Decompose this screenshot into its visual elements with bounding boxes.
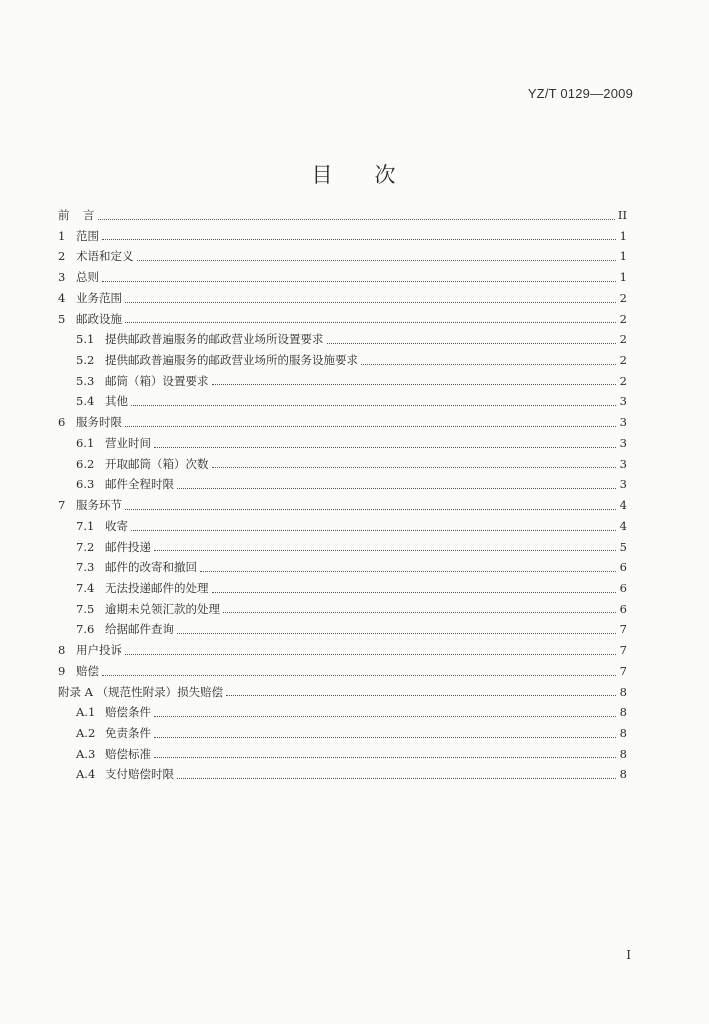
toc-entry-number: 9 [58, 663, 66, 678]
dot-leader [131, 405, 616, 406]
toc-entry-number: 7.2 [76, 539, 95, 554]
dot-leader [327, 343, 617, 344]
toc-entry-number: 7.1 [76, 518, 95, 533]
table-of-contents [58, 205, 627, 785]
toc-entry[interactable] [58, 205, 627, 226]
toc-entry-title: 营业时间 [105, 435, 151, 450]
toc-entry-page: 1 [619, 270, 627, 285]
dot-leader [102, 281, 616, 282]
toc-entry-number: 前 [58, 208, 70, 222]
toc-entry-number: 7.4 [76, 580, 95, 595]
dot-leader [125, 509, 616, 510]
toc-entry[interactable] [58, 495, 627, 516]
toc-entry-title: 提供邮政普遍服务的邮政营业场所设置要求 [105, 332, 324, 347]
dot-leader [154, 716, 616, 717]
dot-leader [137, 260, 617, 261]
toc-entry-number: A.3 [76, 746, 96, 761]
toc-entry-page: 2 [619, 353, 627, 368]
dot-leader [200, 571, 616, 572]
toc-entry[interactable] [58, 537, 627, 558]
toc-entry-title: 免责条件 [105, 725, 151, 740]
toc-entry-number: A.1 [76, 705, 96, 720]
dot-leader [154, 447, 616, 448]
toc-entry-page: 4 [619, 518, 627, 533]
page-title: 目次 [311, 163, 438, 188]
toc-entry[interactable] [58, 267, 627, 288]
dot-leader [125, 302, 616, 303]
dot-leader [212, 467, 617, 468]
toc-entry-title: 赔偿标准 [105, 746, 151, 761]
dot-leader [131, 530, 616, 531]
toc-entry[interactable] [58, 578, 627, 599]
toc-entry-number: 5.3 [76, 373, 95, 388]
toc-entry-page: 6 [619, 560, 627, 575]
dot-leader [98, 219, 615, 220]
toc-entry-page: 7 [619, 643, 627, 658]
toc-entry-title: 邮件全程时限 [105, 477, 174, 492]
dot-leader [212, 384, 617, 385]
toc-entry[interactable] [58, 226, 627, 247]
toc-entry-number: 5.2 [76, 353, 95, 368]
dot-leader [154, 737, 616, 738]
toc-entry[interactable] [58, 557, 627, 578]
dot-leader [154, 757, 616, 758]
toc-entry-number: 1 [58, 228, 66, 243]
toc-entry-number: A.2 [76, 725, 96, 740]
toc-entry[interactable] [58, 619, 627, 640]
toc-entry-page: 8 [619, 767, 627, 782]
toc-entry-page: 8 [619, 746, 627, 761]
dot-leader [177, 778, 616, 779]
toc-entry-number: 2 [58, 249, 66, 264]
toc-entry-title: 业务范围 [76, 290, 122, 305]
toc-entry-number: 3 [58, 270, 66, 285]
toc-entry[interactable] [58, 246, 627, 267]
toc-entry-title: 给据邮件查询 [105, 622, 174, 637]
toc-entry-page: 2 [619, 332, 627, 347]
toc-entry-page: 5 [619, 539, 627, 554]
toc-entry-number: 7 [58, 498, 66, 513]
toc-entry[interactable] [58, 474, 627, 495]
toc-entry[interactable] [58, 599, 627, 620]
toc-entry[interactable] [58, 288, 627, 309]
toc-entry-title: 支付赔偿时限 [105, 767, 174, 782]
toc-entry[interactable] [58, 744, 627, 765]
toc-entry-title: 开取邮筒（箱）次数 [105, 456, 209, 471]
toc-entry-page: 6 [619, 580, 627, 595]
toc-entry-title: 逾期未兑领汇款的处理 [105, 601, 220, 616]
dot-leader [102, 239, 616, 240]
toc-entry-page: 3 [619, 394, 627, 409]
toc-entry-title: 服务环节 [76, 498, 122, 513]
toc-entry-page: 3 [619, 456, 627, 471]
toc-entry-title: 术语和定义 [76, 249, 134, 264]
toc-entry[interactable] [58, 516, 627, 537]
toc-entry-page: 2 [619, 373, 627, 388]
toc-entry-page: 3 [619, 435, 627, 450]
toc-entry[interactable] [58, 309, 627, 330]
toc-entry[interactable] [58, 764, 627, 785]
dot-leader [125, 654, 616, 655]
toc-entry-number: 7.5 [76, 601, 95, 616]
toc-entry-number: 6.2 [76, 456, 95, 471]
toc-entry-title: 总则 [76, 270, 99, 285]
toc-entry[interactable] [58, 702, 627, 723]
dot-leader [223, 612, 616, 613]
dot-leader [177, 633, 616, 634]
toc-entry-page: 7 [619, 663, 627, 678]
dot-leader [226, 695, 616, 696]
dot-leader [125, 426, 616, 427]
toc-entry-title: 邮件的改寄和撤回 [105, 560, 197, 575]
page-number: I [626, 948, 631, 962]
toc-entry-number: 8 [58, 643, 66, 658]
toc-entry[interactable] [58, 329, 627, 350]
toc-entry-title: 言 [83, 208, 95, 222]
toc-entry-title: 赔偿 [76, 663, 99, 678]
dot-leader [177, 488, 616, 489]
toc-entry-number: 7.6 [76, 622, 95, 637]
toc-entry-title: 赔偿条件 [105, 705, 151, 720]
dot-leader [361, 364, 616, 365]
toc-entry-number: 6.1 [76, 435, 95, 450]
toc-entry-page: 1 [619, 249, 627, 264]
toc-entry-page: II [617, 208, 627, 222]
standard-code: YZ/T 0129—2009 [527, 86, 633, 101]
toc-entry-number: 6.3 [76, 477, 95, 492]
toc-entry[interactable] [58, 391, 627, 412]
dot-leader [125, 322, 616, 323]
toc-entry-page: 8 [619, 705, 627, 720]
dot-leader [154, 550, 616, 551]
dot-leader [102, 675, 616, 676]
dot-leader [212, 592, 617, 593]
toc-entry-number: A.4 [76, 767, 96, 782]
toc-entry-number: 6 [58, 415, 66, 430]
toc-entry-title: 范围 [76, 228, 99, 243]
toc-entry[interactable] [58, 371, 627, 392]
toc-entry-page: 2 [619, 311, 627, 326]
toc-entry[interactable] [58, 412, 627, 433]
toc-entry[interactable] [58, 454, 627, 475]
toc-entry-title: 其他 [105, 394, 128, 409]
toc-entry[interactable] [58, 661, 627, 682]
toc-entry-number: 5 [58, 311, 66, 326]
toc-entry-page: 3 [619, 477, 627, 492]
toc-entry[interactable] [58, 433, 627, 454]
toc-entry-title: 邮筒（箱）设置要求 [105, 373, 209, 388]
toc-entry-title: 附录 A （规范性附录）损失赔偿 [58, 684, 224, 699]
toc-entry[interactable] [58, 350, 627, 371]
toc-entry-number: 4 [58, 290, 66, 305]
toc-entry-title: 服务时限 [76, 415, 122, 430]
toc-entry-page: 7 [619, 622, 627, 637]
toc-entry-title: 邮政设施 [76, 311, 122, 326]
toc-entry-title: 提供邮政普遍服务的邮政营业场所的服务设施要求 [105, 353, 358, 368]
toc-entry-page: 3 [619, 415, 627, 430]
toc-entry-page: 2 [619, 290, 627, 305]
toc-entry[interactable] [58, 723, 627, 744]
toc-entry-page: 8 [619, 725, 627, 740]
toc-entry[interactable] [58, 640, 627, 661]
toc-entry-page: 8 [619, 684, 627, 699]
toc-entry-page: 1 [619, 228, 627, 243]
toc-entry-number: 5.4 [76, 394, 95, 409]
toc-entry-number: 5.1 [76, 332, 95, 347]
toc-entry-number: 7.3 [76, 560, 95, 575]
toc-entry-title: 用户投诉 [76, 643, 122, 658]
toc-entry[interactable] [58, 682, 627, 703]
toc-entry-title: 邮件投递 [105, 539, 151, 554]
toc-entry-title: 无法投递邮件的处理 [105, 580, 209, 595]
toc-entry-page: 4 [619, 498, 627, 513]
toc-entry-page: 6 [619, 601, 627, 616]
toc-entry-title: 收寄 [105, 518, 128, 533]
